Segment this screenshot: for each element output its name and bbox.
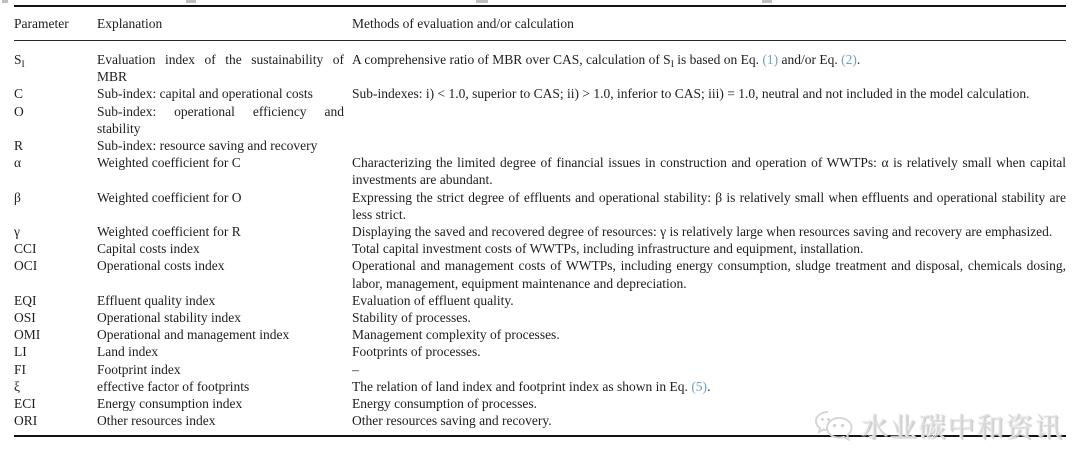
cropped-text-artifact bbox=[762, 0, 772, 3]
table-row bbox=[14, 154, 1066, 188]
parameter-cell: OMI bbox=[14, 327, 41, 343]
table-body bbox=[14, 41, 1066, 437]
cropped-text-artifact bbox=[186, 0, 196, 3]
parameter-cell: ORI bbox=[14, 413, 38, 429]
methods-cell: A comprehensive ratio of MBR over CAS, calculation of $S_I$ is based on Eq. (1) and/or Eq. (2). bbox=[352, 52, 861, 70]
explanation-cell: Energy consumption index bbox=[97, 396, 243, 412]
subscript: I bbox=[21, 60, 25, 70]
explanation-cell: Weighted coefficient for O bbox=[97, 189, 242, 205]
explanation-cell: Effluent quality index bbox=[97, 292, 216, 308]
parameter-cell: C bbox=[14, 86, 24, 102]
methods-cell: Total capital investment costs of WWTPs, including infrastructure and equipment, installation. bbox=[352, 241, 864, 257]
parameter-cell: OSI bbox=[14, 310, 36, 326]
subscript: I bbox=[670, 60, 674, 70]
methods-cell: Other resources saving and recovery. bbox=[352, 413, 552, 429]
table-row bbox=[14, 240, 1066, 257]
parameter-cell: O bbox=[14, 103, 24, 119]
column-header-parameter: Parameter bbox=[14, 16, 69, 31]
table-row bbox=[14, 378, 1066, 395]
table-row bbox=[14, 223, 1066, 240]
explanation-cell: Land index bbox=[97, 344, 159, 360]
wechat-bubbles-icon bbox=[814, 409, 854, 443]
methods-cell: Characterizing the limited degree of financial issues in construction and operation of WWTPs: α is relatively small when capital investments are abundant. bbox=[352, 155, 1066, 188]
explanation-cell: Operational costs index bbox=[97, 258, 225, 274]
parameter-cell: EQI bbox=[14, 292, 37, 308]
table-row bbox=[14, 85, 1066, 102]
table-row bbox=[14, 292, 1066, 309]
parameter-cell: α bbox=[14, 155, 22, 171]
table-row bbox=[14, 343, 1066, 360]
explanation-cell: Other resources index bbox=[97, 413, 216, 429]
table-row bbox=[14, 309, 1066, 326]
watermark-text: 水业碳中和资讯 bbox=[861, 413, 1064, 443]
table-row bbox=[14, 326, 1066, 343]
methods-cell: Energy consumption of processes. bbox=[352, 396, 537, 412]
methods-cell: Operational and management costs of WWTPs, including energy consumption, sludge treatment and disposal, chemicals dosing, labor, management, equipment maintenance and depreciation. bbox=[352, 258, 1066, 291]
explanation-cell: Sub-index: resource saving and recovery bbox=[97, 138, 318, 154]
cropped-text-artifact bbox=[476, 0, 488, 3]
column-header-explanation: Explanation bbox=[97, 16, 163, 31]
parameter-cell: FI bbox=[14, 361, 27, 377]
explanation-cell: Evaluation index of the sustainability of MBR bbox=[97, 52, 344, 85]
watermark bbox=[814, 406, 1064, 445]
explanation-cell: Footprint index bbox=[97, 361, 181, 377]
eq-ref-link[interactable]: (2) bbox=[841, 52, 857, 67]
explanation-cell: effective factor of footprints bbox=[97, 378, 250, 394]
table-header bbox=[14, 6, 1066, 41]
parameter-cell: OCI bbox=[14, 258, 38, 274]
explanation-cell: Capital costs index bbox=[97, 241, 200, 257]
methods-cell: Stability of processes. bbox=[352, 310, 471, 326]
eq-ref-link[interactable]: (5) bbox=[691, 378, 708, 394]
column-header-methods: Methods of evaluation and/or calculation bbox=[352, 16, 574, 31]
methods-cell: Sub-indexes: i) < 1.0, superior to CAS; ii) > 1.0, inferior to CAS; iii) = 1.0, neutral and not included in the model calculation. bbox=[352, 86, 1030, 102]
table-row bbox=[14, 257, 1066, 291]
methods-cell: Management complexity of processes. bbox=[352, 327, 560, 343]
methods-cell: – bbox=[352, 361, 359, 377]
parameter-cell: CCI bbox=[14, 241, 37, 257]
header-row bbox=[14, 6, 1066, 41]
table-row bbox=[14, 189, 1066, 223]
explanation-cell: Weighted coefficient for C bbox=[97, 155, 241, 171]
explanation-cell: Sub-index: operational efficiency and stability bbox=[97, 103, 344, 136]
methods-cell: Footprints of processes. bbox=[352, 344, 481, 360]
cropped-text-artifact bbox=[2, 0, 8, 3]
methods-cell: The relation of land index and footprint index as shown in Eq. (5). bbox=[352, 378, 711, 394]
table-row bbox=[14, 361, 1066, 378]
explanation-cell: Weighted coefficient for R bbox=[97, 224, 241, 240]
parameters-table bbox=[14, 5, 1066, 437]
explanation-cell: Operational and management index bbox=[97, 327, 290, 343]
parameter-cell: ECI bbox=[14, 396, 36, 412]
methods-cell: Evaluation of effluent quality. bbox=[352, 292, 514, 308]
explanation-cell: Operational stability index bbox=[97, 310, 241, 326]
parameter-cell: LI bbox=[14, 344, 27, 360]
explanation-cell: Sub-index: capital and operational costs bbox=[97, 86, 313, 102]
parameter-cell: R bbox=[14, 138, 24, 154]
methods-cell: Displaying the saved and recovered degree of resources: γ is relatively large when resources saving and recovery are emphasized. bbox=[352, 224, 1053, 240]
eq-ref-link[interactable]: (1) bbox=[762, 52, 779, 67]
table-row bbox=[14, 41, 1066, 86]
parameter-cell: γ bbox=[14, 224, 20, 240]
parameter-cell: $S_I$ bbox=[14, 52, 25, 70]
parameter-cell: ξ bbox=[14, 378, 21, 394]
methods-cell: Expressing the strict degree of effluents and operational stability: β is relatively small when effluents and operational stability are less strict. bbox=[352, 189, 1066, 222]
parameter-cell: β bbox=[14, 189, 21, 205]
